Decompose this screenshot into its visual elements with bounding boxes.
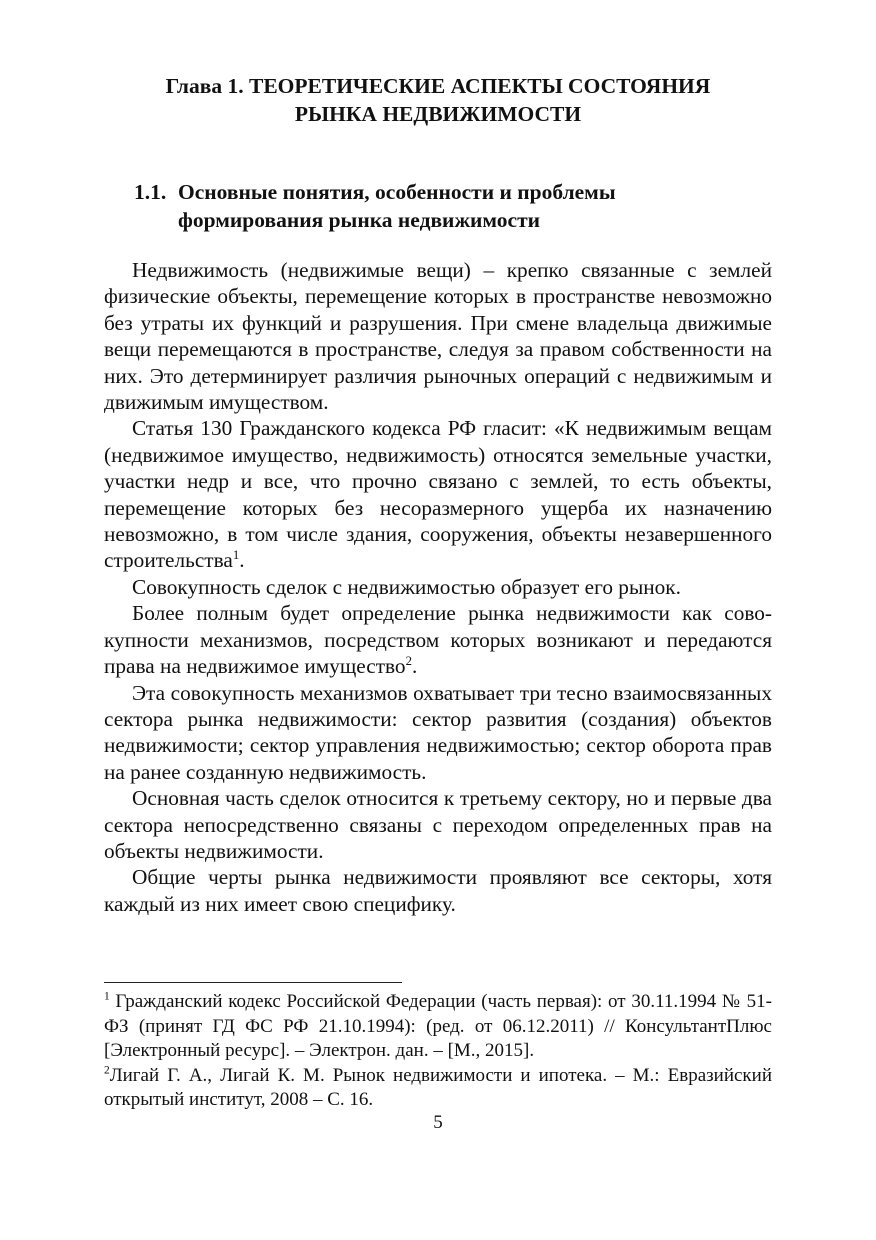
section-title-line-1: Основные понятия, особенности и проблемы: [178, 180, 616, 204]
footnote-ref: 1: [232, 548, 240, 563]
chapter-title-line-1: Глава 1. ТЕОРЕТИЧЕСКИЕ АСПЕКТЫ СОСТОЯНИЯ: [165, 74, 711, 98]
footnote-mark: 1: [104, 990, 110, 1003]
chapter-title-line-2: РЫНКА НЕДВИЖИМОСТИ: [294, 102, 582, 126]
paragraph: Общие черты рынка недвижимости проявляют все секторы, хотя каждый из них имеет свою специфику.: [104, 865, 772, 916]
paragraph: Эта совокупность механизмов охватывает три тесно взаимосвязанных сектора рынка недвижимости: сектор развития (создания) объектов недвижимости; сектор управления недвижимостью; сектор оборота прав на ранее созданную недвижимость.: [104, 680, 772, 784]
paragraph: Совокупность сделок с недвижимостью образует его рынок.: [132, 574, 681, 599]
paragraph: Недвижимость (недвижимые вещи) – крепко связанные с землей физические объекты, перемещение которых в пространстве невозможно без утраты их функций и разрушения. При смене владельца движимые вещи перемещаются в пространстве, следуя за правом собственности на них. Это детерминирует различия рыночных операций с недвижимым и движимым имуществом.: [104, 258, 772, 415]
footnote-text: Лигай Г. А., Лигай К. М. Рынок недвижимости и ипотека. – М.: Евразийский открытый институт, 2008 – С. 16.: [104, 1064, 772, 1110]
chapter-title: [104, 72, 772, 128]
section-number: 1.1.: [134, 180, 167, 204]
page-number: 5: [433, 1112, 443, 1133]
section-heading: [134, 178, 774, 234]
paragraph-end: .: [239, 548, 245, 573]
paragraph-text: Статья 130 Гражданского кодекса РФ гласит: «К недвижимым вещам (недвижимое имущество, недвижимость) относятся земельные участки, участки недр и все, что прочно связано с землей, то есть объекты, перемещение которых без несоразмерного ущерба их назначению невозможно, в том числе здания, сооружения, объекты незавершенного строительства: [104, 416, 772, 573]
paragraph-end: .: [411, 654, 418, 679]
footnote-ref: 2: [405, 654, 412, 668]
footnotes: [104, 990, 772, 1113]
footnote-mark: 2: [104, 1064, 110, 1077]
footnote: [104, 990, 772, 1064]
paragraph-text: Более полным будет определение рынка недвижимости как совокупности механизмов, посредством которых возникают и передаются права на недвижимое имущество: [104, 601, 772, 679]
footnote-divider: [104, 982, 402, 983]
footnote: [104, 1064, 772, 1113]
section-title: [178, 178, 774, 234]
paragraph: [104, 415, 772, 573]
footnote-text: Гражданский кодекс Российской Федерации (часть первая): от 30.11.1994 № 51-ФЗ (принят ГД ФС РФ 21.10.1994): (ред. от 06.12.2011) // КонсультантПлюс [Электронный ресурс]. – Электрон. дан. – [М., 2015].: [104, 991, 772, 1061]
paragraph: [104, 600, 772, 679]
paragraph: Основная часть сделок относится к третьему сектору, но и первые два сектора непосредственно связаны с переходом определенных прав на объекты недвижимости.: [104, 786, 772, 863]
section-title-line-2: формирования рынка недвижимости: [178, 208, 541, 232]
body-text: [104, 257, 772, 917]
